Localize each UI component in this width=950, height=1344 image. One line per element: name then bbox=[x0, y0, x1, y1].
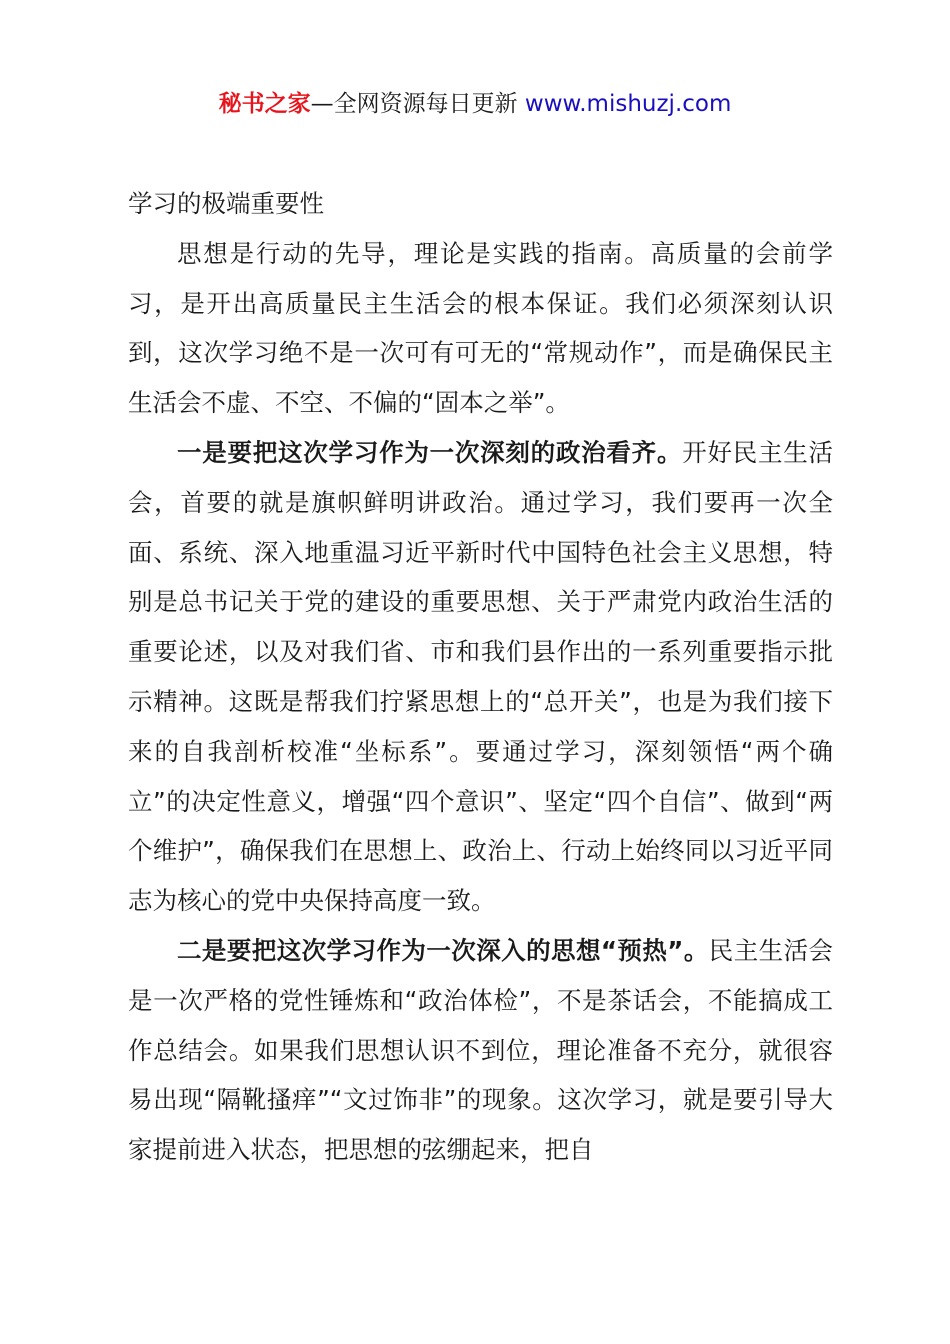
site-url-link[interactable]: www.mishuzj.com bbox=[524, 91, 732, 117]
brand-name: 秘书之家 bbox=[218, 91, 311, 117]
document-body bbox=[128, 179, 833, 1175]
paragraph-point-two bbox=[128, 926, 833, 1175]
point-one-text: 开好民主生活会，首要的就是旗帜鲜明讲政治。通过学习，我们要再一次全面、系统、深入地重温习近平新时代中国特色社会主义思想，特别是总书记关于党的建设的重要思想、关于严肃党内政治生活的重要论述，以及对我们省、市和我们县作出的一系列重要指示批示精神。这既是帮我们拧紧思想上的“总开关”，也是为我们接下来的自我剖析校准“坐标系”。要通过学习，深刻领悟“两个确立”的决定性意义，增强“四个意识”、坚定“四个自信”、做到“两个维护”，确保我们在思想上、政治上、行动上始终同以习近平同志为核心的党中央保持高度一致。 bbox=[128, 437, 834, 916]
site-header bbox=[0, 86, 950, 122]
point-one-lead: 一是要把这次学习作为一次深刻的政治看齐。 bbox=[177, 437, 683, 467]
paragraph-point-one bbox=[128, 428, 833, 926]
header-tagline: —全网资源每日更新 bbox=[310, 91, 525, 117]
section-heading-fragment: 学习的极端重要性 bbox=[128, 189, 324, 218]
paragraph-intro: 思想是行动的先导，理论是实践的指南。高质量的会前学习，是开出高质量民主生活会的根本保证。我们必须深刻认识到，这次学习绝不是一次可有可无的“常规动作”，而是确保民主生活会不虚、不空、不偏的“固本之举”。 bbox=[128, 238, 833, 418]
point-two-lead: 二是要把这次学习作为一次深入的思想“预热”。 bbox=[177, 935, 709, 965]
point-two-text: 民主生活会是一次严格的党性锤炼和“政治体检”，不是茶话会，不能搞成工作总结会。如果我们思想认识不到位，理论准备不充分，就很容易出现“隔靴搔痒”“文过饰非”的现象。这次学习，就是要引导大家提前进入状态，把思想的弦绷起来，把自 bbox=[128, 935, 834, 1165]
